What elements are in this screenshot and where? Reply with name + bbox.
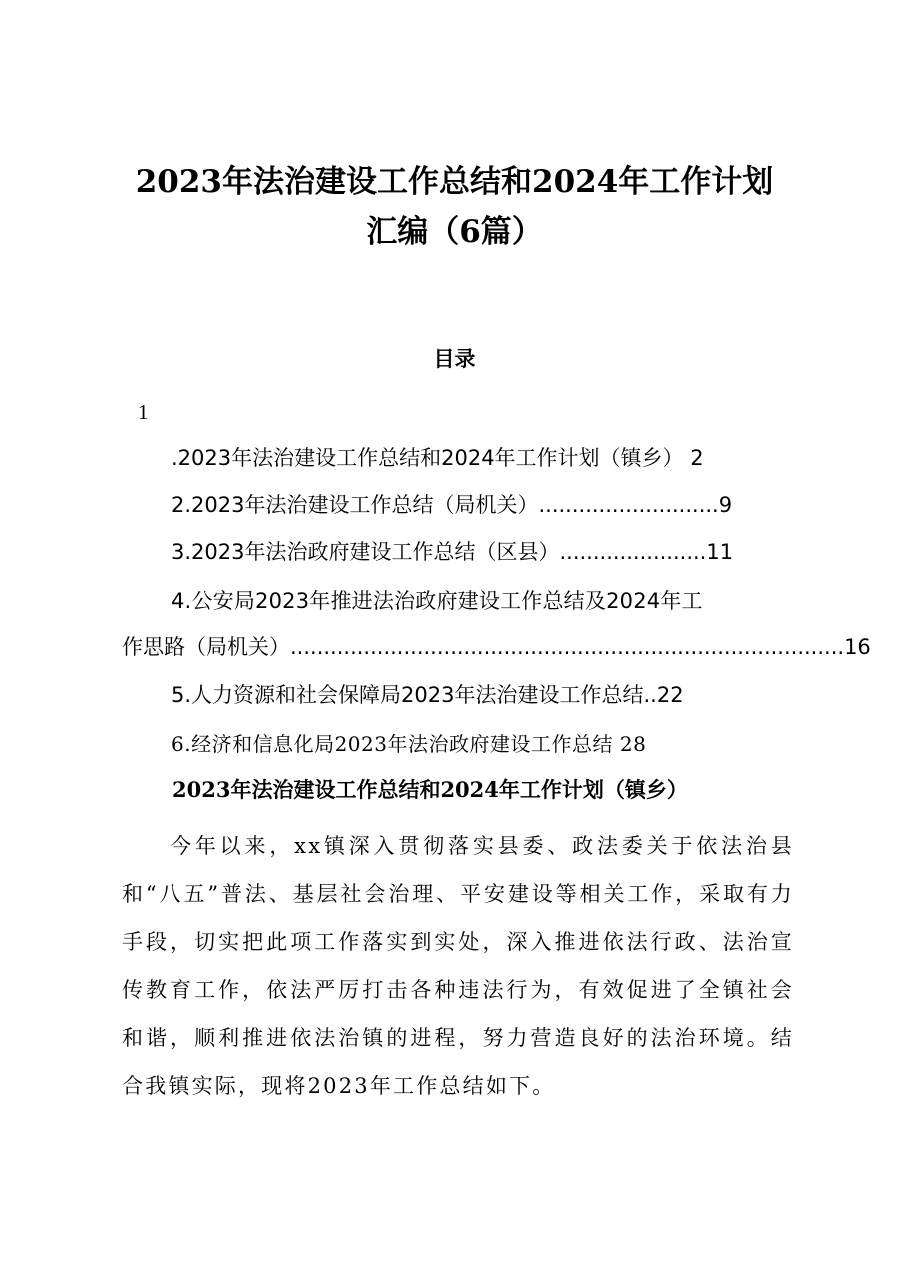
document-title-line1: 2023年法治建设工作总结和2024年工作计划 [135,164,774,200]
toc-leader-dots: . [650,683,657,707]
toc-leader-dots: ................................................................................... [290,635,845,659]
toc-leader-dots: ...................... [559,540,707,564]
toc-entry-text: .2023年法治建设工作总结和2024年工作计划（镇乡） [171,446,684,470]
toc-entry-4-line1[interactable] [171,586,703,616]
toc-entry-1[interactable] [171,443,704,473]
toc-entry-page: 28 [619,732,647,756]
toc-entry-text: 5.人力资源和社会保障局2023年法治建设工作总结. [171,683,651,707]
toc-entry-6[interactable] [171,729,646,759]
toc-entry-page: 16 [844,635,871,659]
toc-entry-5[interactable] [171,680,684,710]
section-title: 2023年法治建设工作总结和2024年工作计划（镇乡） [172,777,688,802]
toc-marker: 1 [138,400,149,424]
toc-entry-page: 9 [718,493,733,517]
toc-entry-page: 2 [690,446,704,470]
body-paragraph: 今年以来，xx镇深入贯彻落实县委、政法委关于依法治县和“八五”普法、基层社会治理、平安建设等相关工作，采取有力手段，切实把此项工作落实到实处，深入推进依法行政、法治宣传教育工作，依法严厉打击各种违法行为，有效促进了全镇社会和谐，顺利推进依法治镇的进程，努力营造良好的法治环境。结合我镇实际，现将2023年工作总结如下。 [122,834,794,1098]
toc-entry-text: 3.2023年法治政府建设工作总结（区县） [171,540,560,564]
toc-entry-4-line2[interactable] [122,632,871,662]
toc-entry-page: 11 [706,540,734,564]
document-title-line2: 汇编（6篇） [366,214,543,250]
toc-entry-2[interactable] [171,490,732,520]
toc-entry-page: 22 [656,683,684,707]
toc-heading: 目录 [433,346,476,371]
toc-entry-text: 作思路（局机关） [122,635,290,659]
toc-leader-dots: ........................... [538,493,719,517]
toc-entry-3[interactable] [171,537,733,567]
toc-entry-text: 4.公安局2023年推进法治政府建设工作总结及2024年工 [171,589,703,613]
toc-entry-text: 2.2023年法治建设工作总结（局机关） [171,493,539,517]
toc-entry-text: 6.经济和信息化局2023年法治政府建设工作总结 [171,732,613,756]
